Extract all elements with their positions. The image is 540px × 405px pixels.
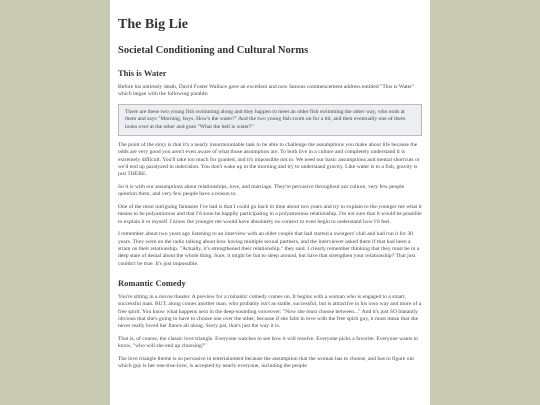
section-heading-romantic-comedy: Romantic Comedy bbox=[118, 277, 186, 288]
paragraph: Before his untimely death, David Foster Wallace gave an excellent and now famous commencement address entitled "This is Water" which began with the following parable: bbox=[118, 84, 415, 98]
paragraph: The love triangle theme is so pervasive in entertainment because the assumption that the woman has to choose, and has to figure out which guy is her one-true-love, is accepted by nearly everyone, including the people bbox=[118, 356, 414, 370]
paragraph: That is, of course, the classic love triangle. Everyone watches to see how it will resolve. Everyone picks a favorite. Everyone wants to know, "who will she end up choosing?" bbox=[118, 335, 418, 350]
page-subtitle: Societal Conditioning and Cultural Norms bbox=[118, 45, 309, 56]
quote-text: There are these two young fish swimming along and they happen to meet an older fish swimming the other way, who nods at them and says "Morning, boys. How's the water?" And the two young fish swim on for a bit, and then eventually one of them looks over at the other and goes "What the hell is water?" bbox=[125, 109, 406, 130]
section-heading-this-is-water: This is Water bbox=[118, 68, 167, 78]
paragraph: The point of the story is that it's a nearly insurmountable task to be able to challenge the assumptions you make about life because the odds are very good you aren't even aware of what those assumption are. To both live in a culture and completely understand it is extremely difficult. You'll take too much for granted, and it's impossible not to. We need our basic assumptions and mental shortcuts or we'd end up paralyzed in indecision. You don't wake up in the morning and try to understand gravity. Like water is to a fish, gravity is just THERE. bbox=[118, 141, 420, 178]
blockquote bbox=[118, 104, 422, 136]
paragraph: One of the most intriguing fantasies I've had is that I could go back in time about two years and try to explain to the younger me what it means to be polyamorous and that I'd soon be happily participating in a polyamorous relationship. I'm not sure that it would be possible to explain it to myself. I know the younger me would have absolutely no context to even begin to understand how I'd feel. bbox=[118, 204, 422, 225]
paragraph: So it is with our assumptions about relationships, love, and marriage. They're pervasive throughout our culture, very few people question them, and very few people have a reason to. bbox=[118, 183, 405, 198]
article-page bbox=[110, 0, 430, 405]
page-title: The Big Lie bbox=[118, 17, 189, 32]
paragraph: You're sitting in a movie theater. A preview for a romantic comedy comes on. It begins with a woman who is engaged to a smart, successful man. BUT, along comes another man, who probably isn't as stable, successful, but is attractive in his own way and more of a free spirit. You know what happens next in the deep-sounding voiceover: "Now she must choose between..." And it's just SO blatantly obvious that she's going to have to choose one over the other, because if she falls in love with the free spirit guy, it must mean that she never really loved her fiance all along. Sorry pal, that's just the way it is. bbox=[118, 293, 422, 330]
paragraph: I remember about two years ago listening to an interview with an older couple that had started a swingers' club and had run it for 30 years. They were on the radio talking about how having multiple sexual partners, and the interviewer asked them if that had been a strain on their relationship. "Actually, it's strengthened their relationship," they said. I clearly remember thinking that they must be in a deep state of denial about the whole thing. Sure, it might be fun to sleep around, but have that strengthen your relationship? That just couldn't be true. It's just impossible. bbox=[118, 231, 420, 267]
